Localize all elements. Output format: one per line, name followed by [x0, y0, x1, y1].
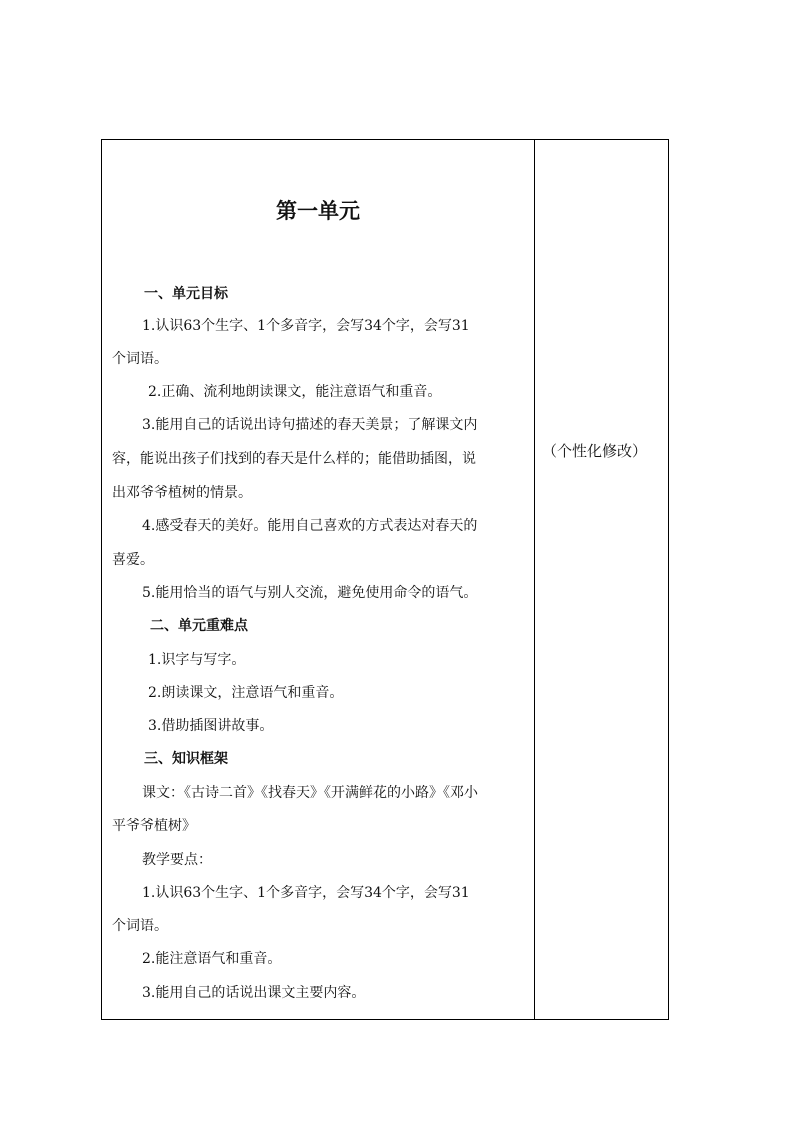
goal-line: 个词语。 [112, 351, 168, 367]
framework-line: 平爷爷植树》 [112, 818, 196, 834]
goal-line: 4.感受春天的美好。能用自己喜欢的方式表达对春天的 [142, 518, 478, 534]
goal-line: 出邓爷爷植树的情景。 [112, 485, 252, 501]
goal-line: 3.能用自己的话说出诗句描述的春天美景；了解课文内 [142, 417, 478, 433]
goal-line: 容，能说出孩子们找到的春天是什么样的；能借助插图，说 [112, 451, 476, 467]
framework-line: 课文：《古诗二首》《找春天》《开满鲜花的小路》《邓小 [142, 785, 478, 801]
section-heading-goals: 一、单元目标 [144, 286, 228, 302]
framework-line: 1.认识63个生字、1个多音字，会写34个字，会写31 [142, 885, 470, 901]
framework-line: 3.能用自己的话说出课文主要内容。 [142, 985, 366, 1001]
lesson-table [101, 139, 669, 1020]
framework-line: 个词语。 [112, 918, 168, 934]
section-heading-framework: 三、知识框架 [144, 751, 228, 767]
key-point-line: 3.借助插图讲故事。 [148, 718, 274, 734]
section-heading-key-points: 二、单元重难点 [150, 618, 248, 634]
framework-line: 教学要点： [142, 852, 212, 868]
unit-title: 第一单元 [276, 199, 360, 223]
goal-line: 2.正确、流利地朗读课文，能注意语气和重音。 [148, 384, 442, 400]
personalized-edit-note: （个性化修改） [542, 442, 648, 460]
key-point-line: 1.识字与写字。 [148, 652, 246, 668]
framework-line: 2.能注意语气和重音。 [142, 951, 282, 967]
goal-line: 5.能用恰当的语气与别人交流，避免使用命令的语气。 [142, 585, 478, 601]
goal-line: 喜爱。 [112, 552, 154, 568]
goal-line: 1.认识63个生字、1个多音字，会写34个字，会写31 [142, 318, 470, 334]
key-point-line: 2.朗读课文，注意语气和重音。 [148, 685, 344, 701]
column-divider [534, 140, 535, 1019]
